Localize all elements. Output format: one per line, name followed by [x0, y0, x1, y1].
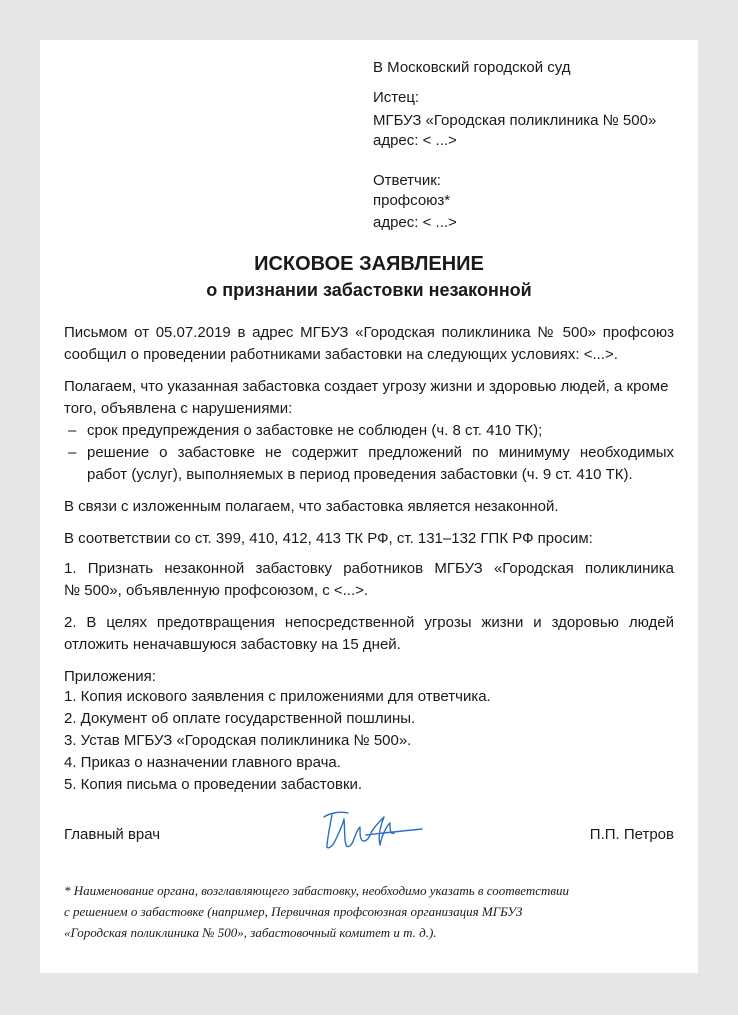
request-1-line-1: 1. Признать незаконной забастовку работников МГБУЗ «Городская поликлиника — [64, 560, 674, 577]
bullet-dash: – — [68, 422, 77, 439]
paragraph-2-line-2: того, объявлена с нарушениями: — [64, 400, 293, 417]
plaintiff-name: МГБУЗ «Городская поликлиника № 500» — [373, 112, 657, 129]
attachment-item: 2. Документ об оплате государственной пошлины. — [64, 710, 416, 727]
bullet-dash: – — [68, 444, 77, 461]
attachment-item: 4. Приказ о назначении главного врача. — [64, 754, 341, 771]
defendant-address: адрес: < ...> — [373, 214, 457, 231]
document-page — [40, 40, 698, 973]
attachments-label: Приложения: — [64, 668, 156, 685]
paragraph-1-line-2: сообщил о проведении работниками забастовки на следующих условиях: <...>. — [64, 346, 618, 363]
request-2-line-1: 2. В целях предотвращения непосредственной угрозы жизни и здоровью людей — [64, 614, 674, 631]
bullet-2-line-1: решение о забастовке не содержит предложений по минимуму необходимых — [87, 444, 674, 461]
attachment-item: 3. Устав МГБУЗ «Городская поликлиника № 500». — [64, 732, 412, 749]
footnote-line-3: «Городская поликлиника № 500», забастовочный комитет и т. д.). — [64, 925, 437, 940]
attachment-item: 1. Копия искового заявления с приложениями для ответчика. — [64, 688, 491, 705]
signatory-position: Главный врач — [64, 826, 161, 843]
plaintiff-address: адрес: < ...> — [373, 132, 457, 149]
bullet-2-line-2: работ (услуг), выполняемых в период проведения забастовки (ч. 9 ст. 410 ТК). — [87, 466, 633, 483]
paragraph-4: В соответствии со ст. 399, 410, 412, 413 ТК РФ, ст. 131–132 ГПК РФ просим: — [64, 530, 593, 547]
defendant-label: Ответчик: — [373, 172, 441, 189]
request-2-line-2: отложить неначавшуюся забастовку на 15 дней. — [64, 636, 401, 653]
paragraph-1-line-1: Письмом от 05.07.2019 в адрес МГБУЗ «Городская поликлиника № 500» профсоюз — [64, 324, 674, 341]
attachment-item: 5. Копия письма о проведении забастовки. — [64, 776, 363, 793]
bullet-1: срок предупреждения о забастовке не соблюден (ч. 8 ст. 410 ТК); — [87, 422, 543, 439]
handwritten-signature — [318, 805, 428, 855]
document-title: ИСКОВОЕ ЗАЯВЛЕНИЕ — [254, 253, 484, 275]
request-1-line-2: № 500», объявленную профсоюзом, с <...>. — [64, 582, 369, 599]
signatory-name: П.П. Петров — [589, 826, 674, 843]
paragraph-3: В связи с изложенным полагаем, что забастовка является незаконной. — [64, 498, 559, 515]
court-addressee: В Московский городской суд — [373, 59, 571, 76]
footnote-line-1: * Наименование органа, возглавляющего забастовку, необходимо указать в соответствии — [64, 883, 570, 898]
footnote-line-2: с решением о забастовке (например, Первичная профсоюзная организация МГБУЗ — [64, 904, 523, 919]
defendant-name: профсоюз* — [373, 192, 451, 209]
paragraph-2-line-1: Полагаем, что указанная забастовка создает угрозу жизни и здоровью людей, а кроме — [64, 378, 669, 395]
plaintiff-label: Истец: — [373, 89, 420, 106]
document-subtitle: о признании забастовки незаконной — [206, 280, 532, 300]
